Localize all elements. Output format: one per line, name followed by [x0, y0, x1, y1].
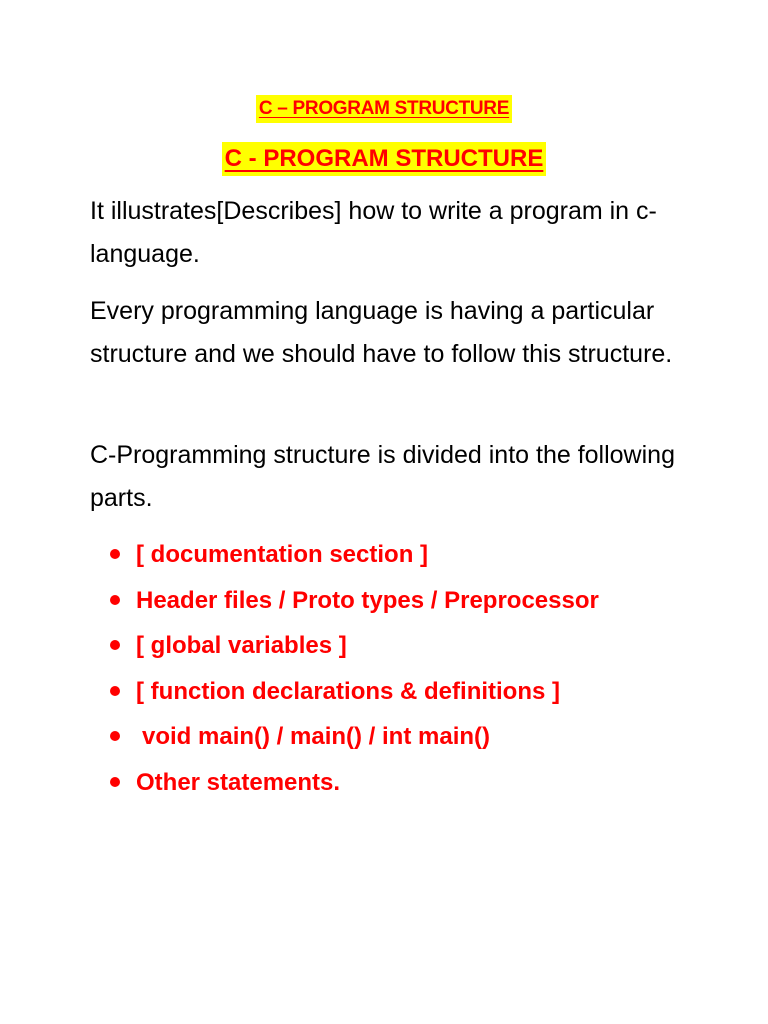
- section-title: [0, 142, 768, 176]
- paragraph-parts: C-Programming structure is divided into the following parts.: [90, 441, 675, 512]
- list-item-text: Header files / Proto types / Preprocessor: [136, 586, 599, 614]
- list-item-text: Other statements.: [136, 768, 341, 796]
- page-header: [0, 95, 768, 123]
- list-item: [110, 623, 599, 669]
- header-title: C – PROGRAM STRUCTURE: [256, 95, 512, 123]
- list-item: [110, 669, 599, 715]
- list-item: [110, 714, 599, 760]
- list-item-text: void main() / main() / int main(): [142, 723, 490, 750]
- bullet-icon: [110, 777, 120, 787]
- bullet-icon: [110, 640, 120, 650]
- list-item: [110, 760, 599, 806]
- bullet-icon: [110, 549, 120, 559]
- list-item: [110, 578, 599, 624]
- list-item-text: [ documentation section ]: [136, 541, 429, 568]
- section-title-text: C - PROGRAM STRUCTURE: [222, 142, 547, 176]
- paragraph-intro: It illustrates[Describes] how to write a program in c-language.: [90, 197, 657, 268]
- list-item: [110, 532, 599, 578]
- list-item-text: [ global variables ]: [136, 632, 347, 659]
- bullet-icon: [110, 731, 120, 741]
- bullet-icon: [110, 595, 120, 605]
- bullet-icon: [110, 686, 120, 696]
- parts-list: [110, 532, 599, 805]
- paragraph-structure: Every programming language is having a particular structure and we should have to follow this structure.: [90, 297, 673, 368]
- list-item-text: [ function declarations & definitions ]: [136, 677, 561, 705]
